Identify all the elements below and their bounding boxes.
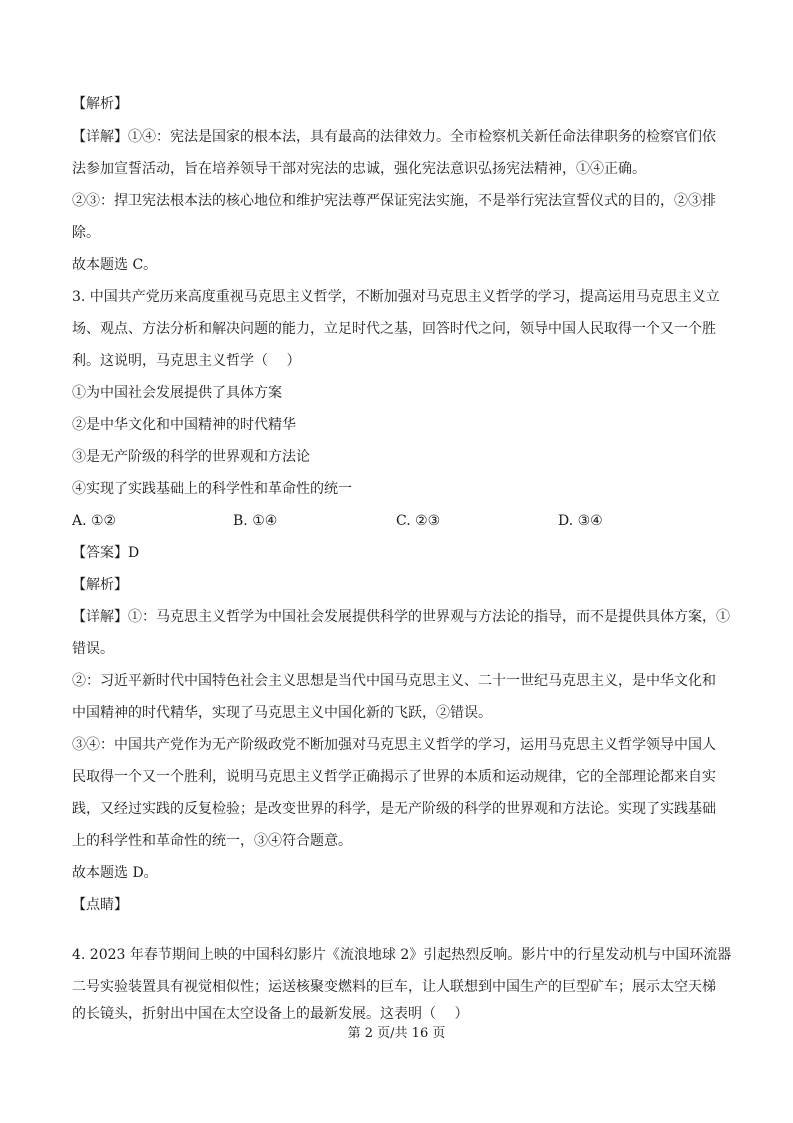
paragraph-line: 法参加宣誓活动，旨在培养领导干部对宪法的忠诚，强化宪法意识弘扬宪法精神，①④正确。 [72, 161, 646, 177]
statement-4: ④实现了实践基础上的科学性和革命性的统一 [72, 481, 352, 497]
paragraph-line: 除。 [72, 225, 100, 241]
paragraph-line: 【详解】①④：宪法是国家的根本法，具有最高的法律效力。全市检察机关新任命法律职务的检察官们依 [72, 129, 716, 145]
statement-1: ①为中国社会发展提供了具体方案 [72, 385, 282, 401]
statement-2: ②是中华文化和中国精神的时代精华 [72, 417, 296, 433]
option-a: A. ①② [72, 513, 117, 529]
section-label-answer: 【答案】D [72, 545, 140, 561]
option-d: D. ③④ [558, 513, 603, 529]
question-4-stem: 的长镜头，折射出中国在太空设备上的最新发展。这表明（ ） [72, 1006, 469, 1022]
section-label-analysis: 【解析】 [72, 577, 128, 593]
option-b: B. ①④ [233, 513, 278, 529]
page-footer: 第 2 页/共 16 页 [347, 1026, 446, 1041]
question-3-stem: 场、观点、方法分析和解决问题的能力，立足时代之基，回答时代之问，领导中国人民取得一个又一个胜 [72, 321, 716, 337]
paragraph-line: 上的科学性和革命性的统一，③④符合题意。 [72, 833, 352, 849]
statement-3: ③是无产阶级的科学的世界观和方法论 [72, 449, 310, 465]
paragraph-line: 践，又经过实践的反复检验；是改变世界的科学，是无产阶级的科学的世界观和方法论。实现了实践基础 [72, 801, 716, 817]
paragraph-line: 民取得一个又一个胜利，说明马克思主义哲学正确揭示了世界的本质和运动规律，它的全部理论都来自实 [72, 769, 716, 785]
question-4-stem: 二号实验装置具有视觉相似性；运送核聚变燃料的巨车，让人联想到中国生产的巨型矿车；展示太空天梯 [72, 979, 716, 995]
paragraph-line: 中国精神的时代精华，实现了马克思主义中国化新的飞跃，②错误。 [72, 705, 492, 721]
section-label-analysis: 【解析】 [72, 96, 128, 112]
paragraph-line: ②：习近平新时代中国特色社会主义思想是当代中国马克思主义、二十一世纪马克思主义，是中华文化和 [72, 673, 716, 689]
question-4-stem: 4. 2023 年春节期间上映的中国科幻影片《流浪地球 2》引起热烈反响。影片中的行星发动机与中国环流器 [72, 947, 732, 963]
option-c: C. ②③ [396, 513, 441, 529]
paragraph-line: 【详解】①：马克思主义哲学为中国社会发展提供科学的世界观与方法论的指导，而不是提供具体方案，① [72, 609, 730, 625]
paragraph-line: ②③：捍卫宪法根本法的核心地位和维护宪法尊严保证宪法实施，不是举行宪法宣誓仪式的目的，②③排 [72, 193, 716, 209]
answer-conclusion: 故本题选 D。 [72, 865, 158, 881]
paragraph-line: ③④：中国共产党作为无产阶级政党不断加强对马克思主义哲学的学习，运用马克思主义哲学领导中国人 [72, 737, 716, 753]
question-3-stem: 利。这说明，马克思主义哲学（ ） [72, 353, 301, 369]
question-3-stem: 3. 中国共产党历来高度重视马克思主义哲学，不断加强对马克思主义哲学的学习，提高运用马克思主义立 [72, 289, 720, 305]
answer-conclusion: 故本题选 C。 [72, 257, 158, 273]
paragraph-line: 错误。 [72, 641, 114, 657]
section-label-comment: 【点睛】 [72, 897, 128, 913]
